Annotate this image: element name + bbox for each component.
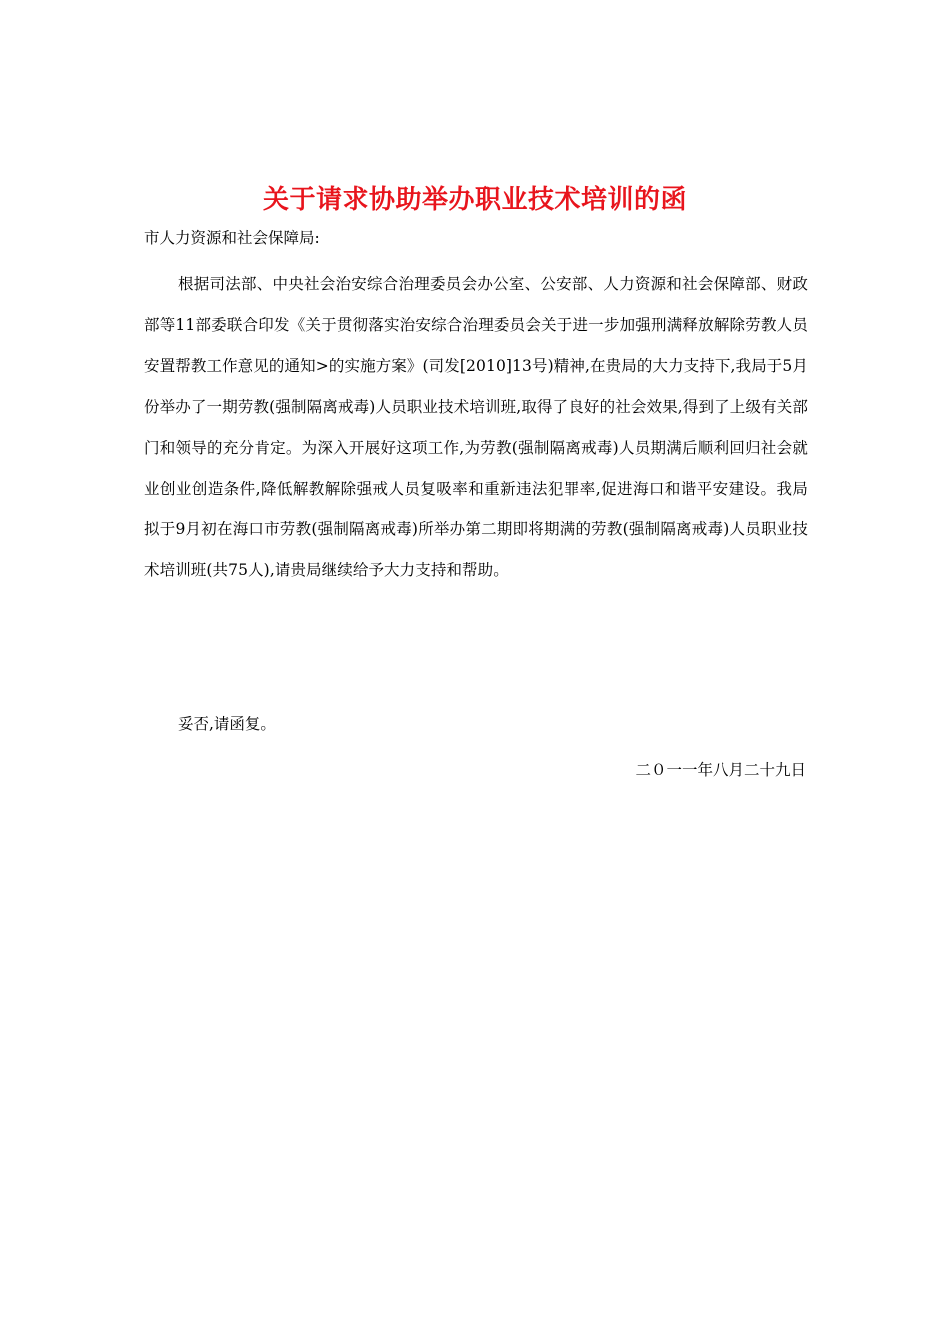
closing-line: 妥否,请函复。 <box>178 715 276 733</box>
document-title: 关于请求协助举办职业技术培训的函 <box>262 185 687 215</box>
salutation: 市人力资源和社会保障局: <box>144 229 320 247</box>
body-paragraph: 根据司法部、中央社会治安综合治理委员会办公室、公安部、人力资源和社会保障部、财政部等11部委联合印发《关于贯彻落实治安综合治理委员会关于进一步加强刑满释放解除劳教人员安置帮教工作意见的通知>的实施方案》(司发[2010]13号)精神,在贵局的大力支持下,我局于5月份举办了一期劳教(强制隔离戒毒)人员职业技术培训班,取得了良好的社会效果,得到了上级有关部门和领导的充分肯定。为深入开展好这项工作,为劳教(强制隔离戒毒)人员期满后顺利回归社会就业创业创造条件,降低解教解除强戒人员复吸率和重新违法犯罪率,促进海口和谐平安建设。我局拟于9月初在海口市劳教(强制隔离戒毒)所举办第二期即将期满的劳教(强制隔离戒毒)人员职业技术培训班(共75人),请贵局继续给予大力支持和帮助。 <box>144 275 808 580</box>
document-date: 二０一一年八月二十九日 <box>635 761 806 779</box>
